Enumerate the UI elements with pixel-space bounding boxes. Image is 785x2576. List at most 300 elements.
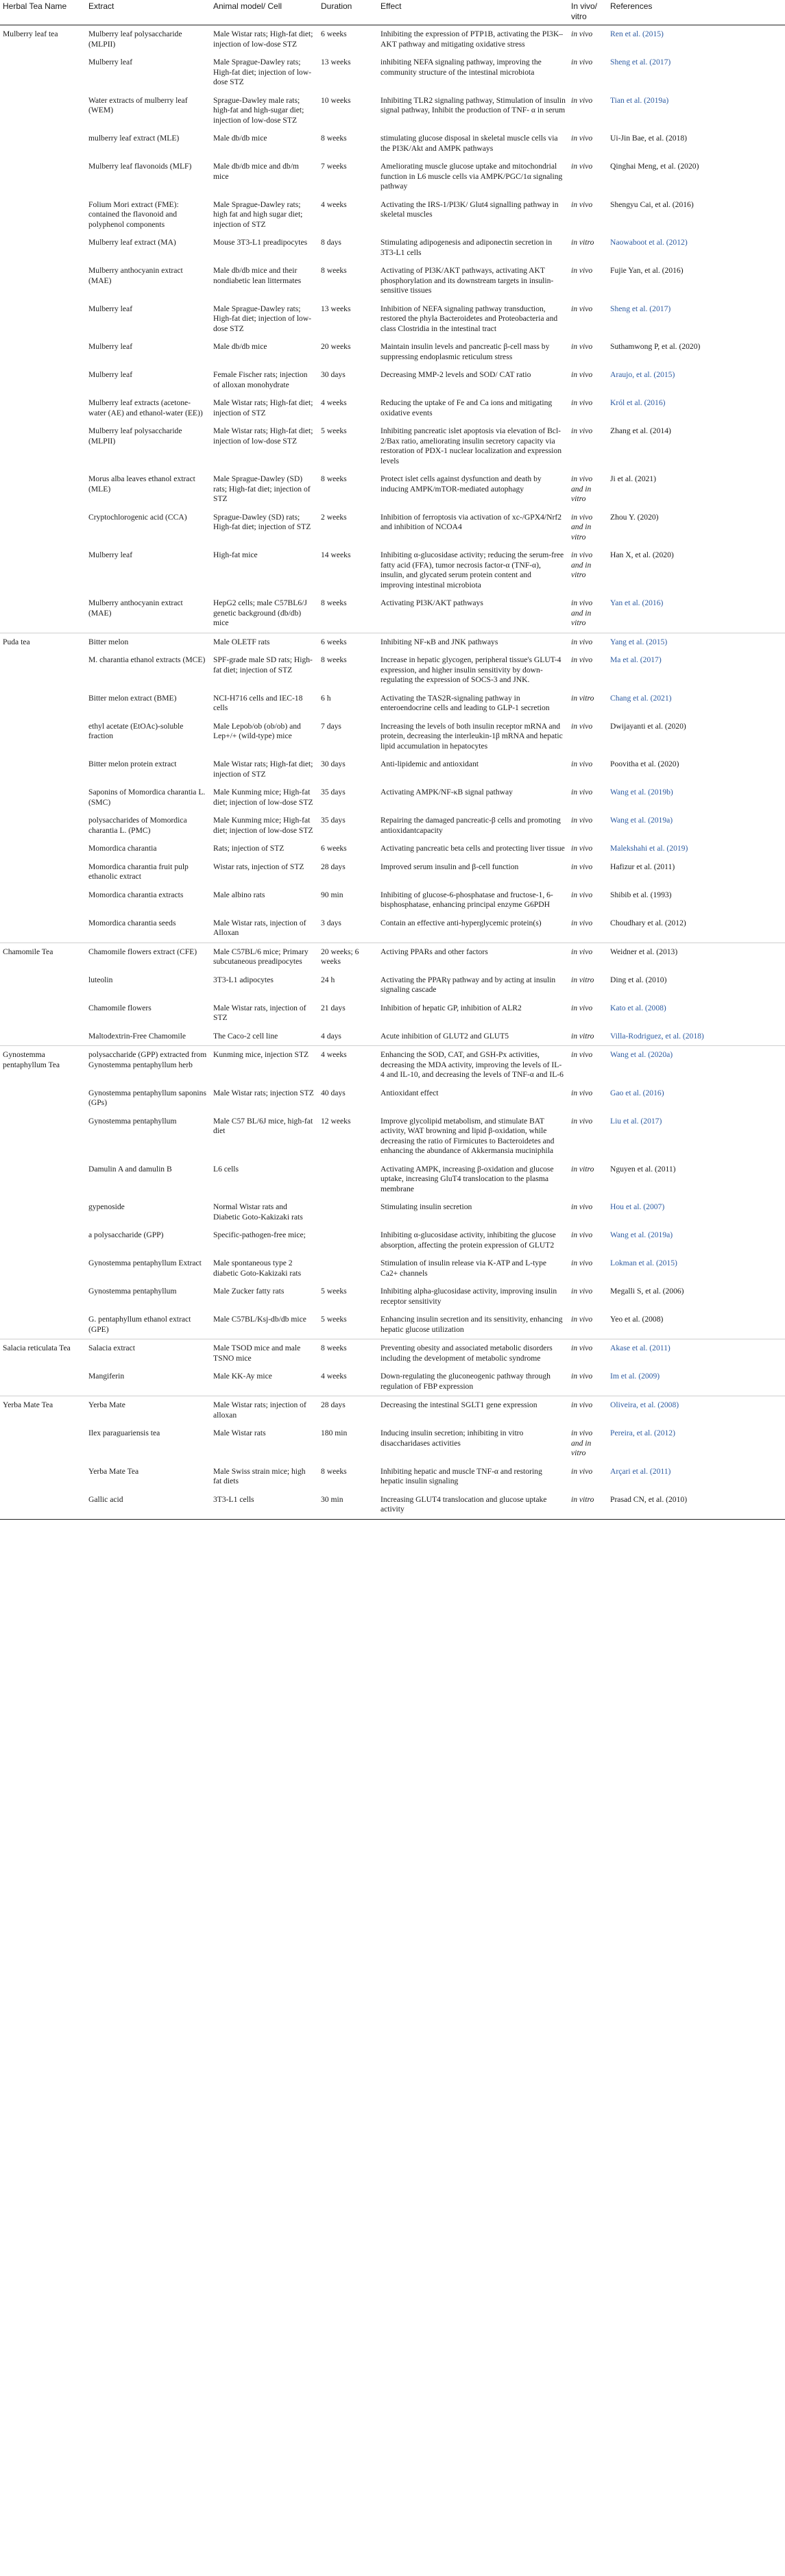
reference-text: Hafizur et al. (2011)	[610, 862, 675, 871]
duration-cell: 8 weeks	[318, 1339, 378, 1368]
in-vivo-vitro-cell: in vivo	[571, 844, 593, 853]
table-row	[0, 1339, 785, 1368]
reference-text: Suthamwong P, et al. (2020)	[610, 342, 701, 351]
reference-link[interactable]: Wang et al. (2020a)	[610, 1050, 673, 1059]
reference-cell[interactable]	[607, 651, 785, 690]
table-row	[0, 1113, 785, 1161]
table-row	[0, 25, 785, 54]
animal-model-cell: 3T3-L1 adipocytes	[213, 975, 274, 984]
extract-cell: Saponins of Momordica charantia L. (SMC)	[88, 788, 206, 807]
table-row	[0, 1084, 785, 1113]
reference-text: Shengyu Cai, et al. (2016)	[610, 199, 694, 209]
effect-cell: Activating AMPK/NF-κB signal pathway	[381, 788, 513, 797]
animal-model-cell: Male Swiss strain mice; high fat diets	[213, 1466, 306, 1485]
reference-link[interactable]: Araujo, et al. (2015)	[610, 370, 675, 379]
herbal-tea-name	[0, 1226, 86, 1254]
duration-cell	[318, 1198, 378, 1226]
table-row	[0, 1046, 785, 1084]
duration-cell: 8 weeks	[321, 598, 347, 607]
reference-cell[interactable]	[607, 1396, 785, 1425]
effect-cell: Acute inhibition of GLUT2 and GLUT5	[381, 1031, 509, 1041]
herbal-tea-name	[0, 1491, 86, 1520]
animal-model-cell: Male Sprague-Dawley rats; High-fat diet; injection of low-dose STZ	[213, 58, 311, 86]
duration-cell: 8 weeks	[321, 655, 347, 664]
animal-model-cell: Male Kunming mice; High-fat diet; injection of low-dose STZ	[213, 788, 313, 807]
reference-link[interactable]: Sheng et al. (2017)	[610, 304, 671, 313]
in-vivo-vitro-cell: in vivo	[568, 25, 607, 54]
reference-cell	[607, 196, 785, 234]
herbal-tea-name	[0, 422, 86, 470]
reference-text: Han X, et al. (2020)	[610, 550, 674, 559]
effect-cell: Increasing GLUT4 translocation and glucose uptake activity	[378, 1491, 568, 1520]
reference-cell[interactable]	[607, 1198, 785, 1226]
animal-model-cell: Male db/db mice and their nondiabetic lean littermates	[213, 266, 302, 285]
effect-cell: Down-regulating the gluconeogenic pathway through regulation of FBP expression	[381, 1372, 551, 1391]
duration-cell: 28 days	[321, 862, 346, 871]
animal-model-cell: Male spontaneous type 2 diabetic Goto-Kakizaki rats	[213, 1259, 302, 1278]
reference-link[interactable]: Gao et al. (2016)	[610, 1088, 664, 1097]
extract-cell: Chamomile flowers	[88, 1003, 152, 1012]
reference-link[interactable]: Hou et al. (2007)	[610, 1202, 665, 1211]
herbal-tea-name	[0, 914, 86, 943]
herbal-tea-name	[0, 1161, 86, 1199]
reference-cell[interactable]	[607, 92, 785, 130]
table-row	[0, 394, 785, 422]
reference-cell	[607, 422, 785, 470]
reference-link[interactable]: Król et al. (2016)	[610, 398, 666, 407]
herbal-tea-name	[0, 470, 86, 509]
extract-cell: Gallic acid	[86, 1491, 210, 1520]
animal-model-cell: Male Sprague-Dawley (SD) rats; High-fat diet; injection of STZ	[213, 474, 311, 503]
reference-text: Zhou Y. (2020)	[610, 512, 659, 522]
in-vivo-vitro-cell: in vivo and in vitro	[571, 474, 593, 503]
animal-model-cell: Rats; injection of STZ	[213, 844, 285, 853]
table-row	[0, 422, 785, 470]
reference-text: Qinghai Meng, et al. (2020)	[610, 162, 699, 171]
reference-text: Shibib et al. (1993)	[610, 890, 672, 899]
extract-cell: Ilex paraguariensis tea	[88, 1429, 160, 1437]
reference-link[interactable]: Pereira, et al. (2012)	[610, 1429, 675, 1437]
in-vivo-vitro-cell: in vivo and in vitro	[571, 598, 593, 627]
effect-cell: Stimulation of insulin release via K-ATP and L-type Ca2+ channels	[381, 1259, 547, 1278]
duration-cell: 7 days	[321, 721, 341, 731]
effect-cell: Enhancing the SOD, CAT, and GSH-Px activities, decreasing the MDA activity, improving the levels of IL-4 and IL-10, and decreasing the levels of TNF-α and IL-6	[378, 1046, 568, 1084]
table-row	[0, 840, 785, 858]
duration-cell: 3 days	[321, 918, 341, 927]
reference-link[interactable]: Chang et al. (2021)	[610, 693, 672, 703]
reference-link[interactable]: Villa-Rodriguez, et al. (2018)	[610, 1031, 704, 1041]
effect-cell: Stimulating insulin secretion	[381, 1202, 472, 1211]
animal-model-cell: Male db/db mice and db/m mice	[213, 162, 299, 181]
extract-cell: Chamomile flowers extract (CFE)	[86, 943, 210, 971]
table-row	[0, 1396, 785, 1425]
reference-cell[interactable]	[607, 1368, 785, 1396]
reference-cell[interactable]	[607, 1424, 785, 1463]
effect-cell: Inhibition of NEFA signaling pathway transduction, restored the phyla Bacteroidetes and Proteobacteria and class Clostridia in the intestinal tract	[381, 304, 558, 333]
in-vivo-vitro-cell: in vivo	[571, 1466, 593, 1476]
reference-link[interactable]: Ma et al. (2017)	[610, 655, 662, 664]
reference-link[interactable]: Kato et al. (2008)	[610, 1003, 666, 1012]
herbal-tea-name	[0, 718, 86, 756]
reference-cell	[607, 546, 785, 594]
extract-cell: Mulberry leaf extract (MA)	[88, 238, 176, 247]
herbal-tea-name	[0, 546, 86, 594]
effect-cell: Enhancing insulin secretion and its sensitivity, enhancing hepatic glucose utilization	[381, 1315, 563, 1334]
duration-cell: 6 h	[321, 693, 331, 703]
in-vivo-vitro-cell: in vivo	[571, 890, 593, 899]
reference-link[interactable]: Wang et al. (2019a)	[610, 1230, 673, 1239]
reference-link[interactable]: Malekshahi et al. (2019)	[610, 844, 688, 853]
table-header	[0, 0, 785, 25]
reference-link[interactable]: Liu et al. (2017)	[610, 1116, 662, 1126]
in-vivo-vitro-cell: in vitro	[571, 238, 594, 247]
effect-cell: Repairing the damaged pancreatic-β cells and promoting antioxidantcapacity	[381, 816, 561, 835]
animal-model-cell: Male Kunming mice; High-fat diet; injection of low-dose STZ	[213, 816, 313, 835]
effect-cell: Activating of PI3K/AKT pathways, activating AKT phosphorylation and its downstream targets in insulin-sensitive tissues	[381, 266, 554, 295]
in-vivo-vitro-cell: in vivo	[571, 162, 593, 171]
reference-link[interactable]: Oliveira, et al. (2008)	[610, 1400, 679, 1409]
reference-cell	[607, 509, 785, 547]
reference-cell	[607, 914, 785, 943]
effect-cell: Activating the IRS-1/PI3K/ Glut4 signalling pathway in skeletal muscles	[381, 199, 559, 219]
extract-cell: Damulin A and damulin B	[88, 1164, 172, 1174]
extract-cell: polysaccharide (GPP) extracted from Gynostemma pentaphyllum herb	[86, 1046, 210, 1084]
table-row	[0, 366, 785, 394]
reference-text: Poovitha et al. (2020)	[610, 760, 679, 768]
table-row	[0, 783, 785, 812]
extract-cell: Momordica charantia	[88, 844, 157, 853]
table-row	[0, 971, 785, 999]
duration-cell: 28 days	[318, 1396, 378, 1425]
reference-cell[interactable]	[607, 366, 785, 394]
extract-cell: Gynostemma pentaphyllum Extract	[88, 1259, 202, 1267]
duration-cell	[318, 1226, 378, 1254]
duration-cell: 8 weeks	[321, 1466, 347, 1476]
reference-link[interactable]: Naowaboot et al. (2012)	[610, 238, 688, 247]
herbal-tea-name	[0, 594, 86, 633]
effect-cell: Maintain insulin levels and pancreatic β-cell mass by suppressing endoplasmic reticulum stress	[381, 342, 550, 361]
reference-cell[interactable]	[607, 633, 785, 651]
reference-cell	[607, 886, 785, 914]
duration-cell: 10 weeks	[321, 95, 351, 105]
in-vivo-vitro-cell: in vivo	[571, 918, 593, 927]
duration-cell: 8 days	[321, 238, 341, 247]
extract-cell: Mulberry leaf	[88, 550, 133, 559]
in-vivo-vitro-cell: in vivo	[571, 1003, 593, 1012]
in-vivo-vitro-cell: in vivo	[571, 266, 593, 275]
animal-model-cell: Male Sprague-Dawley rats; High-fat diet; injection of low-dose STZ	[213, 304, 311, 333]
herbal-tea-name	[0, 1311, 86, 1339]
duration-cell: 4 weeks	[321, 398, 347, 407]
in-vivo-vitro-cell: in vivo	[571, 1088, 593, 1097]
duration-cell: 40 days	[321, 1088, 346, 1097]
in-vivo-vitro-cell: in vivo	[571, 760, 593, 768]
extract-cell: Maltodextrin-Free Chamomile	[88, 1031, 186, 1041]
herbal-tea-name	[0, 509, 86, 547]
herbal-tea-name	[0, 1283, 86, 1311]
duration-cell: 8 weeks	[321, 134, 347, 143]
animal-model-cell: Male Wistar rats; injection of alloxan	[210, 1396, 318, 1425]
table-row	[0, 262, 785, 300]
duration-cell: 180 min	[321, 1429, 348, 1437]
reference-link[interactable]: Akase et al. (2011)	[610, 1344, 671, 1352]
effect-cell: inhibiting NEFA signaling pathway, improving the community structure of the intestinal microbiota	[381, 58, 542, 77]
herbal-tea-name	[0, 158, 86, 196]
effect-cell: Improved serum insulin and β-cell function	[381, 862, 519, 871]
table-row	[0, 158, 785, 196]
effect-cell: Activing PPARs and other factors	[378, 943, 568, 971]
animal-model-cell: SPF-grade male SD rats; High-fat diet; injection of STZ	[213, 655, 313, 675]
herbal-tea-name	[0, 1084, 86, 1113]
extract-cell: Gynostemma pentaphyllum saponins (GPs)	[88, 1088, 206, 1107]
animal-model-cell: NCI-H716 cells and IEC-18 cells	[213, 693, 303, 712]
animal-model-cell: Female Fischer rats; injection of alloxan monohydrate	[213, 370, 308, 389]
reference-text: Ui-Jin Bae, et al. (2018)	[610, 134, 688, 143]
table-row	[0, 755, 785, 783]
duration-cell: 7 weeks	[321, 162, 347, 171]
reference-text: Weidner et al. (2013)	[610, 947, 678, 956]
reference-link[interactable]: Wang et al. (2019b)	[610, 788, 673, 797]
herbal-tea-name	[0, 234, 86, 262]
reference-cell[interactable]	[607, 1226, 785, 1254]
herbal-tea-name	[0, 999, 86, 1028]
duration-cell: 8 weeks	[321, 474, 347, 483]
reference-cell[interactable]	[607, 840, 785, 858]
herbal-tea-name	[0, 1368, 86, 1396]
in-vivo-vitro-cell: in vivo	[571, 342, 593, 351]
herbal-tea-name	[0, 755, 86, 783]
herbal-tea-name	[0, 1463, 86, 1491]
table-row	[0, 914, 785, 943]
extract-cell: polysaccharides of Momordica charantia L. (PMC)	[88, 816, 187, 835]
reference-cell[interactable]	[607, 1463, 785, 1491]
reference-cell[interactable]	[607, 25, 785, 54]
in-vivo-vitro-cell: in vivo	[571, 1116, 593, 1126]
in-vivo-vitro-cell: in vitro	[571, 693, 594, 703]
animal-model-cell: Male Zucker fatty rats	[213, 1287, 285, 1296]
reference-link[interactable]: Im et al. (2009)	[610, 1372, 660, 1381]
duration-cell: 24 h	[321, 975, 335, 984]
effect-cell: Inhibiting pancreatic islet apoptosis via elevation of Bcl-2/Bax ratio, ameliorating insulin secretory capacity via restoration of PDX-1 nuclear localization and expression levels	[381, 426, 561, 465]
effect-cell: Activating pancreatic beta cells and protecting liver tissue	[381, 844, 565, 853]
effect-cell: Inducing insulin secretion; inhibiting in vitro disaccharidases activities	[381, 1429, 524, 1448]
effect-cell: Inhibiting of glucose-6-phosphatase and fructose-1, 6-bisphosphatase, enhancing principal enzyme G6PDH	[381, 890, 553, 909]
reference-cell[interactable]	[607, 1028, 785, 1046]
reference-cell	[607, 943, 785, 971]
herbal-tea-name	[0, 1113, 86, 1161]
herbal-tea-name	[0, 1028, 86, 1046]
in-vivo-vitro-cell: in vitro	[568, 1491, 607, 1520]
reference-text: Yeo et al. (2008)	[610, 1315, 664, 1324]
in-vivo-vitro-cell: in vivo	[571, 426, 593, 435]
reference-cell	[607, 1311, 785, 1339]
effect-cell: Inhibition of ferroptosis via activation of xc-/GPX4/Nrf2 and inhibition of NCOA4	[381, 512, 562, 531]
extract-cell: Folium Mori extract (FME): contained the flavonoid and polyphenol components	[88, 199, 179, 229]
table-row	[0, 53, 785, 92]
in-vivo-vitro-cell: in vivo	[571, 721, 593, 731]
duration-cell: 2 weeks	[321, 512, 347, 522]
reference-link[interactable]: Wang et al. (2019a)	[610, 816, 673, 825]
effect-cell: Increase in hepatic glycogen, peripheral tissue's GLUT-4 expression, and higher insulin sensitivity by down-regulating the expression of SOCS-3 and JNK.	[381, 655, 561, 684]
reference-cell[interactable]	[607, 812, 785, 840]
reference-cell[interactable]	[607, 1113, 785, 1161]
in-vivo-vitro-cell: in vivo	[571, 816, 593, 825]
duration-cell: 30 days	[321, 760, 346, 768]
in-vivo-vitro-cell: in vivo	[568, 943, 607, 971]
reference-cell[interactable]	[607, 234, 785, 262]
reference-link[interactable]: Ren et al. (2015)	[610, 29, 664, 38]
table-body	[0, 25, 785, 1520]
reference-link[interactable]: Tian et al. (2019a)	[610, 95, 669, 105]
in-vivo-vitro-cell: in vivo	[571, 95, 593, 105]
duration-cell: 5 weeks	[321, 426, 347, 435]
extract-cell: M. charantia ethanol extracts (MCE)	[88, 655, 206, 664]
animal-model-cell: Male Wistar rats; injection STZ	[213, 1088, 314, 1097]
herbal-tea-name	[0, 886, 86, 914]
herbal-tea-name	[0, 262, 86, 300]
herbal-tea-name: Puda tea	[0, 633, 86, 651]
extract-cell: Gynostemma pentaphyllum	[88, 1116, 177, 1126]
animal-model-cell: Male Wistar rats, injection of STZ	[213, 1003, 306, 1022]
reference-cell[interactable]	[607, 1339, 785, 1368]
extract-cell: luteolin	[88, 975, 113, 984]
reference-text: Zhang et al. (2014)	[610, 426, 671, 435]
herbal-tea-name	[0, 196, 86, 234]
in-vivo-vitro-cell: in vivo	[571, 788, 593, 797]
reference-link[interactable]: Yang et al. (2015)	[610, 637, 668, 646]
reference-text: Choudhary et al. (2012)	[610, 918, 686, 927]
reference-cell	[607, 858, 785, 886]
animal-model-cell: L6 cells	[213, 1164, 239, 1174]
header-in-vivo-vitro: In vivo/ vitro	[568, 0, 607, 25]
table-row	[0, 1254, 785, 1283]
effect-cell: Ameliorating muscle glucose uptake and mitochondrial function in L6 muscle cells via AMPK/PGC/1α signaling pathway	[381, 162, 563, 191]
extract-cell: Mulberry leaf polysaccharide (MLPII)	[86, 25, 210, 54]
reference-cell[interactable]	[607, 1254, 785, 1283]
table-row	[0, 594, 785, 633]
duration-cell: 20 weeks; 6 weeks	[318, 943, 378, 971]
reference-cell	[607, 1491, 785, 1520]
animal-model-cell: Kunming mice, injection STZ	[210, 1046, 318, 1084]
animal-model-cell: The Caco-2 cell line	[213, 1031, 278, 1041]
in-vivo-vitro-cell: in vivo	[571, 655, 593, 664]
herbal-tea-name: Yerba Mate Tea	[0, 1396, 86, 1425]
reference-cell[interactable]	[607, 300, 785, 339]
effect-cell: Anti-lipidemic and antioxidant	[381, 760, 479, 768]
reference-cell[interactable]	[607, 594, 785, 633]
effect-cell: Preventing obesity and associated metabolic disorders including the development of metabolic syndrome	[378, 1339, 568, 1368]
table-row	[0, 130, 785, 158]
effect-cell: Decreasing the intestinal SGLT1 gene expression	[378, 1396, 568, 1425]
reference-cell[interactable]	[607, 1046, 785, 1084]
in-vivo-vitro-cell: in vivo	[571, 134, 593, 143]
animal-model-cell: Male Sprague-Dawley rats; high fat and high sugar diet; injection of STZ	[213, 199, 303, 229]
animal-model-cell: Male db/db mice	[213, 342, 267, 351]
reference-cell[interactable]	[607, 394, 785, 422]
reference-cell	[607, 262, 785, 300]
table-row	[0, 470, 785, 509]
in-vivo-vitro-cell: in vivo	[571, 862, 593, 871]
extract-cell: Mulberry anthocyanin extract (MAE)	[88, 598, 183, 618]
reference-cell	[607, 971, 785, 999]
in-vivo-vitro-cell: in vitro	[571, 1031, 594, 1041]
duration-cell: 4 weeks	[318, 1046, 378, 1084]
duration-cell: 35 days	[321, 788, 346, 797]
reference-link[interactable]: Sheng et al. (2017)	[610, 58, 671, 66]
in-vivo-vitro-cell: in vivo	[571, 58, 593, 66]
in-vivo-vitro-cell: in vivo	[571, 1202, 593, 1211]
reference-cell[interactable]	[607, 53, 785, 92]
extract-cell: Bitter melon extract (BME)	[88, 693, 177, 703]
header-animal-model: Animal model/ Cell	[210, 0, 318, 25]
extract-cell: a polysaccharide (GPP)	[88, 1230, 164, 1239]
header-effect: Effect	[378, 0, 568, 25]
table-row	[0, 1368, 785, 1396]
reference-cell[interactable]	[607, 1084, 785, 1113]
herbal-tea-name: Gynostemma pentaphyllum Tea	[0, 1046, 86, 1084]
reference-text: Dwijayanti et al. (2020)	[610, 721, 686, 731]
effect-cell: Decreasing MMP-2 levels and SOD/ CAT ratio	[381, 370, 531, 379]
herbal-tea-name	[0, 130, 86, 158]
reference-cell	[607, 755, 785, 783]
effect-cell: Inhibiting NF-κB and JNK pathways	[378, 633, 568, 651]
effect-cell: Contain an effective anti-hyperglycemic protein(s)	[381, 918, 542, 927]
reference-link[interactable]: Yan et al. (2016)	[610, 598, 664, 607]
duration-cell: 4 days	[321, 1031, 341, 1041]
reference-link[interactable]: Arçari et al. (2011)	[610, 1466, 671, 1476]
reference-text: Ji et al. (2021)	[610, 474, 656, 483]
extract-cell: Momordica charantia fruit pulp ethanolic extract	[88, 862, 189, 881]
extract-cell: Mulberry leaf	[88, 342, 133, 351]
reference-link[interactable]: Lokman et al. (2015)	[610, 1259, 677, 1267]
duration-cell: 30 days	[321, 370, 346, 379]
duration-cell	[318, 1161, 378, 1199]
effect-cell: Activating the PPARγ pathway and by acting at insulin signaling cascade	[381, 975, 556, 994]
animal-model-cell: Specific-pathogen-free mice;	[213, 1230, 306, 1239]
herbal-tea-name	[0, 53, 86, 92]
extract-cell: Mangiferin	[88, 1372, 125, 1381]
reference-text: Megalli S, et al. (2006)	[610, 1287, 684, 1296]
animal-model-cell: Male C57BL/6 mice; Primary subcutaneous preadipocytes	[210, 943, 318, 971]
duration-cell: 35 days	[321, 816, 346, 825]
reference-cell[interactable]	[607, 999, 785, 1028]
in-vivo-vitro-cell: in vivo and in vitro	[571, 512, 593, 542]
extract-cell: Water extracts of mulberry leaf (WEM)	[88, 95, 188, 114]
reference-cell[interactable]	[607, 783, 785, 812]
extract-cell: Yerba Mate	[86, 1396, 210, 1425]
herbal-tea-name	[0, 690, 86, 718]
duration-cell: 6 weeks	[321, 844, 347, 853]
duration-cell: 13 weeks	[321, 304, 351, 313]
extract-cell: Morus alba leaves ethanol extract (MLE)	[88, 474, 195, 494]
animal-model-cell: Male Wistar rats; High-fat diet; injection of low-dose STZ	[213, 426, 313, 446]
duration-cell: 4 weeks	[321, 1372, 347, 1381]
effect-cell: Inhibition of hepatic GP, inhibition of ALR2	[381, 1003, 522, 1012]
reference-cell[interactable]	[607, 690, 785, 718]
in-vivo-vitro-cell: in vivo	[571, 304, 593, 313]
reference-cell	[607, 1283, 785, 1311]
effect-cell: Reducing the uptake of Fe and Ca ions and mitigating oxidative events	[381, 398, 553, 417]
in-vivo-vitro-cell: in vivo	[571, 398, 593, 407]
table-row	[0, 1028, 785, 1046]
herbal-tea-name	[0, 971, 86, 999]
animal-model-cell: Male Wistar rats	[213, 1429, 266, 1437]
table-row	[0, 651, 785, 690]
extract-cell: Mulberry leaf polysaccharide (MLPII)	[88, 426, 182, 446]
table-row	[0, 633, 785, 651]
duration-cell: 21 days	[321, 1003, 346, 1012]
header-references: References	[607, 0, 785, 25]
